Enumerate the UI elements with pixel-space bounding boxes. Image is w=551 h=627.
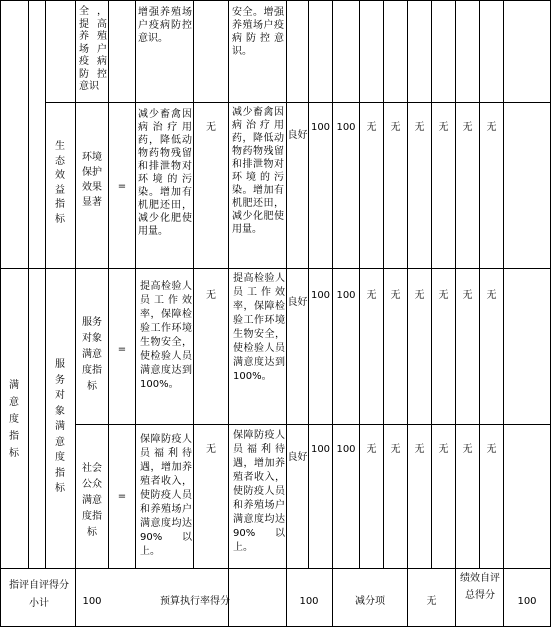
row1-v5: 无 (414, 122, 425, 133)
row1-v2: 100 (336, 122, 356, 133)
self-eval-label: 指评自评得分小计 (9, 580, 69, 609)
row1-v3: 无 (366, 122, 377, 133)
row1-sub-indicator: 环境保护效果显著 (82, 152, 102, 208)
row0-actual: 安全。增强养殖场户疫病防控意识。 (232, 7, 284, 57)
total-label: 绩效自评总得分 (460, 573, 500, 601)
budget-label: 预算执行率得分 (160, 596, 230, 607)
row2-v6: 无 (438, 290, 449, 301)
row3-v4: 无 (390, 444, 401, 455)
row1-score: 良好 (287, 130, 308, 141)
row3-v8: 无 (486, 444, 497, 455)
deduction-value: 无 (426, 596, 437, 607)
row2-v4: 无 (390, 290, 401, 301)
row3-v3: 无 (366, 444, 377, 455)
level2-satisfaction: 服务对象满意度指标 (55, 359, 65, 494)
row2-weight: 无 (206, 290, 216, 301)
row3-sub-indicator: 社会公众满意度指标 (82, 463, 102, 538)
row2-sub-indicator: 服务对象满意度指标 (82, 317, 102, 392)
row3-v1: 100 (310, 444, 331, 455)
row3-weight: 无 (206, 444, 216, 455)
row1-level2: 生态效益指标 (55, 141, 65, 225)
row3-v6: 无 (438, 444, 449, 455)
row2-score: 良好 (287, 297, 308, 308)
row1-v7: 无 (462, 122, 473, 133)
row1-operator: = (117, 181, 127, 192)
row3-score: 良好 (287, 452, 308, 463)
row3-actual: 保障防疫人员福利待遇，增加养殖者收入，使防疫人员和养殖场户满意度均达90%以上。 (233, 430, 285, 553)
row1-v1: 100 (310, 122, 331, 133)
row3-v7: 无 (462, 444, 473, 455)
row0-target: 增强养殖场户疫病防控意识。 (138, 7, 192, 44)
row3-v2: 100 (336, 444, 356, 455)
row2-v2: 100 (336, 290, 356, 301)
row3-target: 保障防疫人员福利待遇，增加养殖者收入，使防疫人员和养殖场户满意度均达90%以上。 (140, 434, 192, 557)
row2-actual: 提高检验人员工作效率，保障检验工作环境生物安全，使检验人员满意度达到100%。 (233, 273, 285, 382)
row1-v6: 无 (438, 122, 449, 133)
row0-sub-indicator: 全，提高养殖场户疫病防控意识 (79, 6, 107, 92)
self-eval-value: 100 (82, 596, 102, 607)
row2-v3: 无 (366, 290, 377, 301)
row2-v1: 100 (310, 290, 331, 301)
row2-v5: 无 (414, 290, 425, 301)
deduction-label: 减分项 (355, 596, 385, 607)
row1-target: 减少畜禽因病治疗用药，降低动物药物残留和排泄物对环境的污染。增加有机肥还田，减少化肥使用量。 (138, 109, 192, 237)
row2-v8: 无 (486, 290, 497, 301)
row3-v5: 无 (414, 444, 425, 455)
row1-v4: 无 (390, 122, 401, 133)
budget-value: 100 (299, 596, 319, 607)
total-value: 100 (517, 596, 537, 607)
row2-target: 提高检验人员工作效率，保障检验工作环境生物安全，使检验人员满意度达到100%。 (140, 281, 192, 390)
row2-v7: 无 (462, 290, 473, 301)
row2-operator: = (117, 344, 127, 355)
row1-actual: 减少畜禽因病治疗用药，降低动物药物残留和排泄物对环境的污染。增加有机肥还田，减少化肥使用量。 (232, 107, 284, 235)
row3-operator: = (117, 491, 127, 502)
row1-weight: 无 (206, 122, 216, 133)
level1-satisfaction: 满意度指标 (9, 380, 19, 459)
row1-v8: 无 (486, 122, 497, 133)
